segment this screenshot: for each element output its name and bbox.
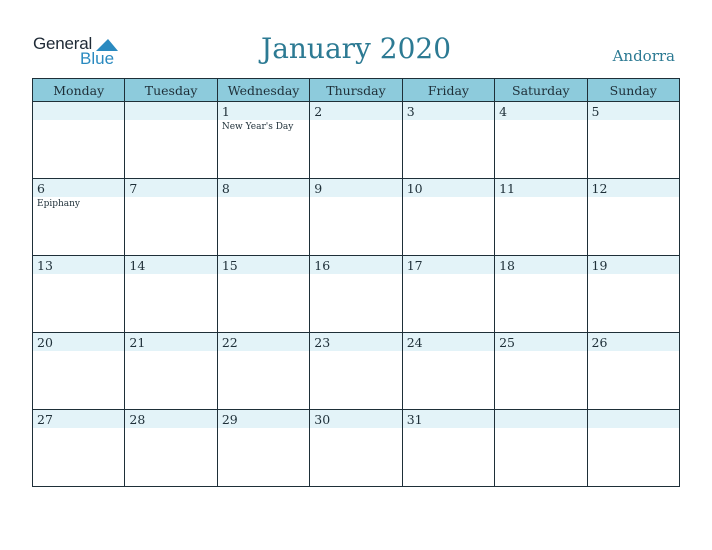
week-row [33,102,680,179]
day-cell[interactable] [33,102,125,179]
day-number-band [218,102,309,120]
weekday-header: Saturday [495,79,587,102]
day-cell[interactable] [310,102,402,179]
day-number: 27 [37,412,53,427]
day-cell[interactable] [310,333,402,410]
day-cell[interactable] [33,179,125,256]
day-number: 20 [37,335,53,350]
week-row [33,256,680,333]
day-number: 18 [499,258,516,273]
weekday-header-row [33,79,680,102]
day-number-band [125,102,216,120]
day-number: 23 [314,335,331,350]
day-number: 7 [129,181,138,196]
week-row [33,410,680,487]
day-cell[interactable] [310,179,402,256]
day-cell[interactable] [587,102,679,179]
logo-text-blue: Blue [80,49,115,68]
day-number: 28 [129,412,146,427]
day-number: 6 [37,181,45,196]
day-number-band [125,179,216,197]
day-cell[interactable] [402,102,494,179]
day-cell[interactable] [217,179,309,256]
day-number: 30 [314,412,331,427]
week-row [33,333,680,410]
holiday-label: Epiphany [37,199,81,209]
day-cell[interactable] [495,333,587,410]
day-cell[interactable] [587,179,679,256]
day-cell[interactable] [33,410,125,487]
day-number: 22 [221,335,238,350]
day-number-band [588,410,679,428]
day-number: 16 [314,258,331,273]
day-cell[interactable] [402,333,494,410]
day-number: 8 [221,181,230,196]
day-number-band [33,179,124,197]
day-cell[interactable] [310,410,402,487]
day-number: 5 [591,104,600,119]
day-cell[interactable] [310,256,402,333]
day-cell[interactable] [33,256,125,333]
day-number: 13 [37,258,53,273]
day-number: 26 [591,335,608,350]
day-number: 25 [499,335,516,350]
day-number-band [218,179,309,197]
day-number: 15 [221,258,238,273]
day-number: 1 [221,104,230,119]
day-cell[interactable] [587,333,679,410]
weekday-header: Thursday [310,79,402,102]
day-cell[interactable] [217,410,309,487]
holiday-label: New Year's Day [221,122,294,132]
day-cell[interactable] [217,102,309,179]
day-cell[interactable] [125,256,217,333]
weekday-header: Friday [402,79,494,102]
day-number: 12 [591,181,608,196]
day-number: 31 [406,412,423,427]
day-number: 2 [314,104,323,119]
day-number: 14 [129,258,146,273]
day-cell[interactable] [495,256,587,333]
day-number-band [495,410,586,428]
day-cell[interactable] [495,102,587,179]
day-number: 17 [406,258,423,273]
day-number: 29 [221,412,238,427]
day-number-band [310,102,401,120]
day-number: 10 [406,181,423,196]
weekday-header: Wednesday [217,79,309,102]
day-cell[interactable] [125,102,217,179]
day-cell[interactable] [402,179,494,256]
day-number: 19 [591,258,608,273]
logo-text-general: General [33,34,93,53]
day-cell[interactable] [495,410,587,487]
day-number-band [403,102,494,120]
day-cell[interactable] [495,179,587,256]
calendar-grid [32,78,680,487]
day-cell[interactable] [587,256,679,333]
day-cell[interactable] [33,333,125,410]
weekday-header: Sunday [587,79,679,102]
day-number: 21 [129,335,146,350]
day-number: 24 [406,335,423,350]
day-cell[interactable] [217,256,309,333]
day-cell[interactable] [402,410,494,487]
page-title: January 2020 [260,32,452,65]
day-number-band [33,102,124,120]
day-number: 9 [314,181,323,196]
weekday-header: Tuesday [125,79,217,102]
day-cell[interactable] [587,410,679,487]
day-number-band [495,102,586,120]
day-number: 11 [499,181,516,196]
day-number: 4 [499,104,508,119]
weekday-header: Monday [33,79,125,102]
day-cell[interactable] [125,410,217,487]
country-label: Andorra [612,47,675,65]
day-cell[interactable] [402,256,494,333]
day-cell[interactable] [125,333,217,410]
day-number-band [310,179,401,197]
day-cell[interactable] [217,333,309,410]
day-number-band [588,102,679,120]
week-row [33,179,680,256]
day-number: 3 [406,104,415,119]
day-cell[interactable] [125,179,217,256]
